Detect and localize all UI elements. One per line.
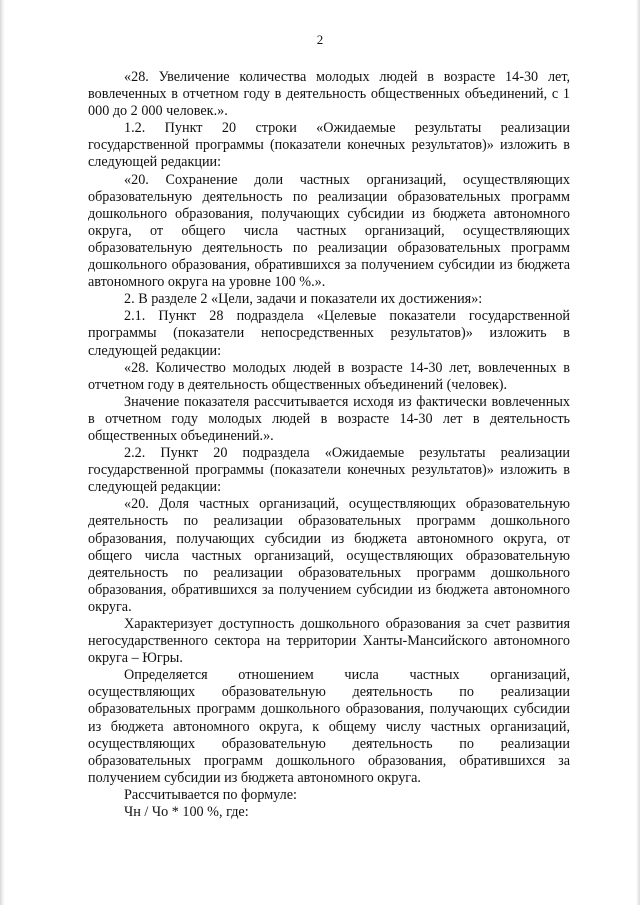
paragraph-item-20-preservation: «20. Сохранение доли частных организаций, осуществляющих образовательную деятельность по реализации образовательных программ дошкольного образования, получающих субсидии из бюджета автономного округа, от общего числа частных организаций, осуществляющих образовательную деятельность по реализации образовательных программ дошкольного образования, обратившихся за получением субсидии из бюджета автономного округа на уровне 100 %.». — [88, 171, 570, 291]
document-body — [88, 69, 570, 821]
page-number: 2 — [316, 32, 324, 47]
scan-edge-right — [636, 0, 640, 905]
paragraph-formula: Чн / Чо * 100 %, где: — [124, 804, 249, 821]
paragraph-item-20-share: «20. Доля частных организаций, осуществляющих образовательную деятельность по реализации образовательных программ дошкольного образования, получающих субсидии из бюджета автономного округа, от общего числа частных организаций, осуществляющих образовательную деятельность по реализации образовательных программ дошкольного образования, обратившихся за получением субсидии из бюджета автономного округа. — [88, 496, 570, 615]
paragraph-section-2-heading: 2. В разделе 2 «Цели, задачи и показатели их достижения»: — [124, 291, 483, 308]
paragraph-item-28-count: «28. Количество молодых людей в возрасте 14-30 лет, вовлеченных в отчетном году в деятельность общественных объединений (человек). — [88, 359, 570, 393]
paragraph-formula-intro: Рассчитывается по формуле: — [124, 786, 297, 803]
paragraph-2-1-amendment: 2.1. Пункт 28 подраздела «Целевые показатели государственной программы (показатели непосредственных результатов)» изложить в следующей редакции: — [88, 308, 570, 359]
scan-edge-left — [0, 0, 5, 905]
paragraph-characterizes: Характеризует доступность дошкольного образования за счет развития негосударственного сектора на территории Ханты-Мансийского автономного округа – Югры. — [88, 616, 570, 667]
paragraph-1-2-amendment: 1.2. Пункт 20 строки «Ожидаемые результаты реализации государственной программы (показатели конечных результатов)» изложить в следующей редакции: — [88, 120, 570, 171]
paragraph-determined: Определяется отношением числа частных организаций, осуществляющих образовательную деятельность по реализации образовательных программ дошкольного образования, получающих субсидии из бюджета автономного округа, к общему числу частных организаций, осуществляющих образовательную деятельность по реализации образовательных программ дошкольного образования, обратившихся за получением субсидии из бюджета автономного округа. — [88, 667, 570, 786]
paragraph-2-2-amendment: 2.2. Пункт 20 подраздела «Ожидаемые результаты реализации государственной программы (показатели конечных результатов)» изложить в следующей редакции: — [88, 445, 570, 496]
paragraph-indicator-value: Значение показателя рассчитывается исходя из фактически вовлеченных в отчетном году молодых людей в возрасте 14-30 лет в деятельность общественных объединений.». — [88, 393, 570, 444]
paragraph-item-28-increase: «28. Увеличение количества молодых людей в возрасте 14-30 лет, вовлеченных в отчетном году в деятельность общественных объединений, с 1 000 до 2 000 человек.». — [88, 69, 570, 120]
